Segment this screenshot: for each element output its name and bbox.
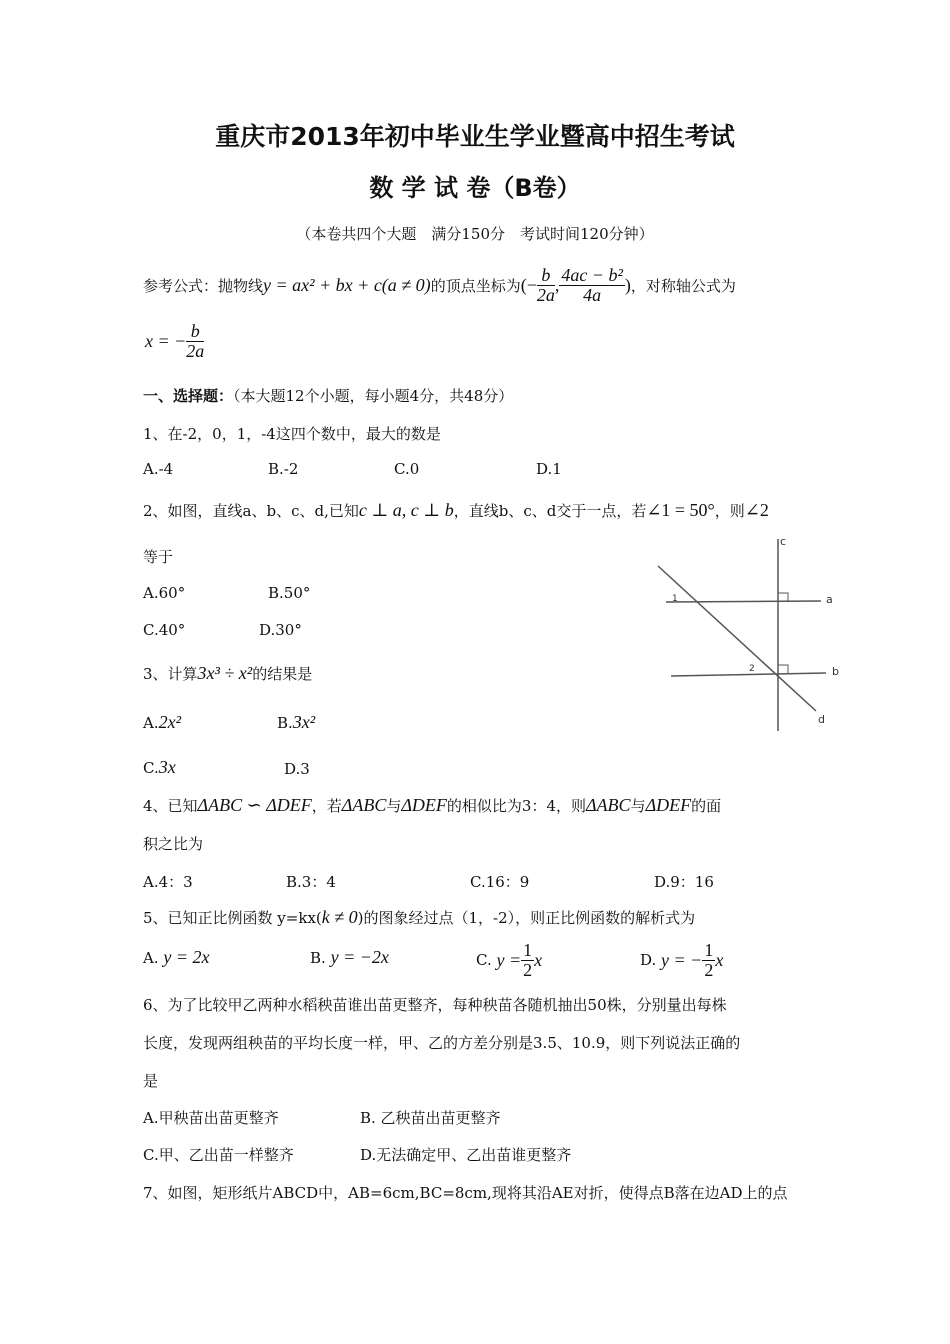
formula-mid: 的顶点坐标为 (430, 276, 521, 295)
label-angle-1: 1 (672, 594, 678, 604)
q4-option-d: D.9：16 (654, 873, 714, 891)
vertex-x-fraction: $\frac{b}{2a}$ (536, 264, 555, 305)
label-angle-2: 2 (749, 664, 755, 674)
label-b: b (832, 665, 839, 678)
label-c: c (780, 535, 787, 548)
section-heading: 一、选择题：（本大题12个小题，每小题4分，共48分） (143, 387, 514, 405)
label-d: d (818, 713, 825, 726)
q6-stem-line1: 6、为了比较甲乙两种水稻秧苗谁出苗更整齐，每种秧苗各随机抽出50株，分别量出每株 (143, 996, 727, 1014)
q2-option-a: A.60° (143, 584, 186, 602)
q2-stem-cont: 等于 (143, 548, 174, 566)
q6-option-a: A.甲秧苗出苗更整齐 (143, 1109, 279, 1127)
vertex-y-fraction: $\frac{\text{4ac − b²}}{4a}$ (561, 264, 623, 305)
q2-figure (646, 531, 856, 736)
q6-option-d: D.无法确定甲、乙出苗谁更整齐 (360, 1146, 572, 1164)
q2-stem: 2、如图，直线a、b、c、d,已知 c ⊥ a, c ⊥ b ，直线b、c、d交于一点，若 ∠1 = 50° ，则 ∠2 (143, 500, 769, 520)
exam-subtitle: 数 学 试 卷（B卷） (369, 174, 581, 202)
q3-option-a: A. 2x² (143, 712, 181, 732)
reference-formula: 参考公式：抛物线 y = ax² + bx + c(a ≠ 0) 的顶点坐标为 (− $\frac{b}{2a}$ , $\frac{\text{4ac − b²}}{4a}$ ) ，对称轴公式为 (143, 264, 736, 305)
q6-stem-line3: 是 (143, 1072, 159, 1090)
axis-fraction: $\frac{b}{2a}$ (186, 320, 205, 361)
q3-option-b: B. 3x² (277, 712, 316, 732)
exam-note: （本卷共四个大题 满分150分 考试时间120分钟） (296, 225, 654, 243)
figure-background (646, 531, 856, 736)
q3-option-c: C. 3x (143, 757, 176, 777)
q5-option-a: A. y = 2x (143, 947, 210, 967)
q1-option-d: D.1 (536, 460, 562, 478)
q6-option-c: C.甲、乙出苗一样整齐 (143, 1146, 294, 1164)
line-a (666, 601, 821, 602)
exam-title: 重庆市2013年初中毕业生学业暨高中招生考试 (215, 122, 735, 151)
q4-option-c: C.16：9 (470, 873, 530, 891)
q4-stem-cont: 积之比为 (143, 835, 204, 853)
q5-stem: 5、已知正比例函数 y=kx( k ≠ 0 )的图象经过点（1，-2），则正比例函数的解析式为 (143, 907, 696, 927)
q3-stem: 3、计算 3x³ ÷ x² 的结果是 (143, 663, 313, 683)
q3-option-d: D.3 (284, 760, 310, 778)
q6-option-b: B. 乙秧苗出苗更整齐 (360, 1109, 501, 1127)
q2-option-d: D.30° (259, 621, 302, 639)
q1-option-c: C.0 (394, 460, 420, 478)
q1-option-a: A.-4 (143, 460, 174, 478)
q4-stem: 4、已知 ΔABC ∽ ΔDEF ，若 ΔABC 与 ΔDEF 的相似比为3：4，则 ΔABC 与 ΔDEF 的面 (143, 795, 722, 815)
q1-stem: 1、在-2，0，1，-4这四个数中，最大的数是 (143, 425, 441, 443)
q1-option-b: B.-2 (268, 460, 299, 478)
q2-option-c: C.40° (143, 621, 186, 639)
q5-option-b: B. y = −2x (310, 947, 389, 967)
q4-option-b: B.3：4 (286, 873, 336, 891)
q4-option-a: A.4：3 (143, 873, 193, 891)
formula-expr: y = ax² + bx + c(a ≠ 0) (263, 274, 431, 295)
axis-formula: x = − $\frac{b}{2a}$ (145, 320, 205, 361)
q6-stem-line2: 长度，发现两组秧苗的平均长度一样，甲、乙的方差分别是3.5、10.9，则下列说法正确的 (143, 1034, 741, 1052)
q5-option-c: C. y = $\frac{1}{2}$ x (476, 939, 543, 980)
q2-option-b: B.50° (268, 584, 311, 602)
q7-stem-line1: 7、如图，矩形纸片ABCD中，AB=6cm,BC=8cm,现将其沿AE对折，使得点B落在边AD上的点 (143, 1184, 788, 1202)
formula-suffix: ，对称轴公式为 (630, 276, 736, 295)
formula-prefix: 参考公式：抛物线 (143, 276, 264, 295)
label-a: a (826, 593, 833, 606)
q5-option-d: D. y = − $\frac{1}{2}$ x (640, 939, 724, 980)
